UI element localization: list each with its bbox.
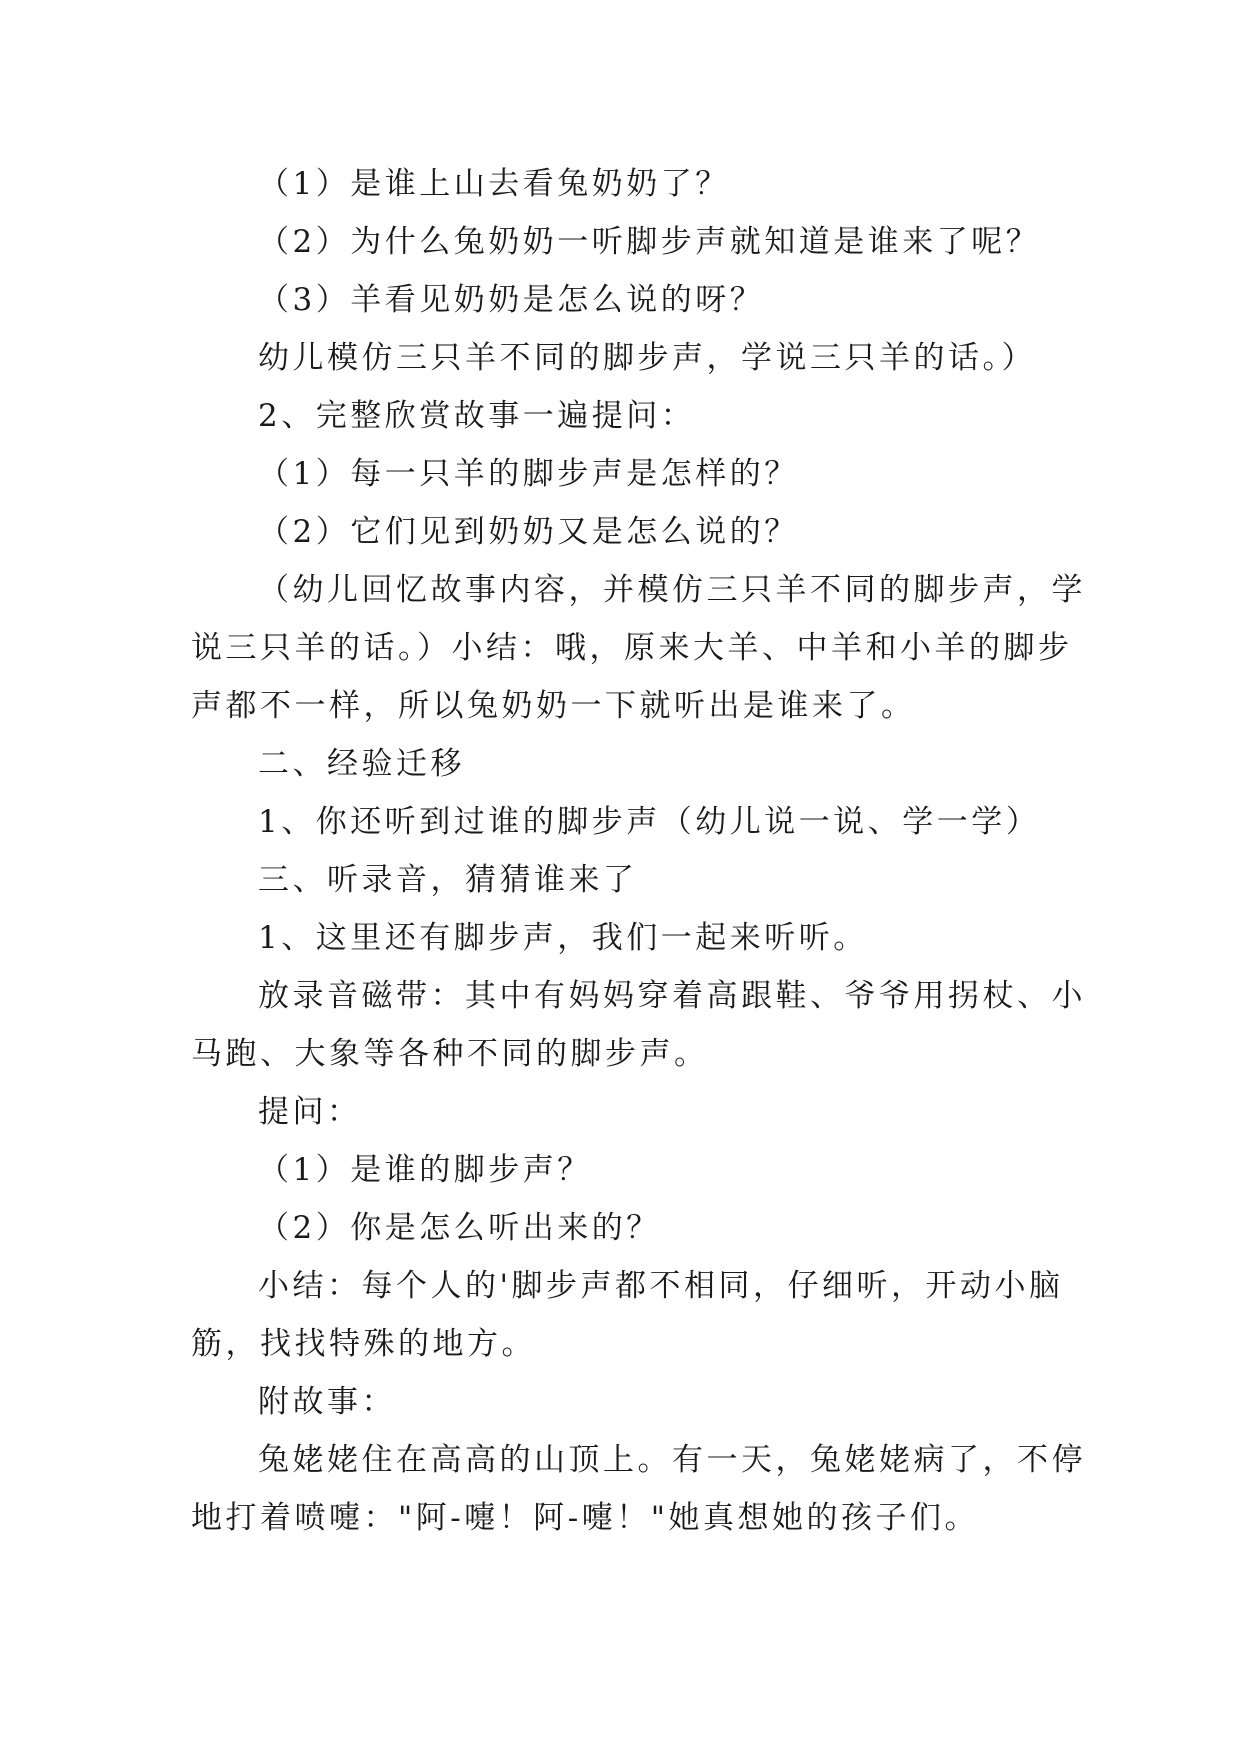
question-how-heard: （2）你是怎么听出来的？ [258,1210,661,1246]
question-why-knows: （2）为什么兔奶奶一听脚步声就知道是谁来了呢？ [258,224,1041,260]
question-who-visited: （1）是谁上山去看兔奶奶了？ [258,166,730,202]
item-heard-footsteps: 1、你还听到过谁的脚步声（幼儿说一说、学一学） [258,804,1041,840]
question-whose-footsteps: （1）是谁的脚步声？ [258,1152,592,1188]
question-footsteps: （1）每一只羊的脚步声是怎样的？ [258,456,799,492]
paragraph-recall-line3: 声都不一样，所以兔奶奶一下就听出是谁来了。 [191,688,916,724]
section-heading-transfer: 二、经验迁移 [258,746,465,782]
label-attached-story: 附故事： [258,1384,396,1420]
paragraph-recall-line1: （幼儿回忆故事内容，并模仿三只羊不同的脚步声，学 [258,572,1086,608]
question-greeting: （2）它们见到奶奶又是怎么说的？ [258,514,799,550]
paragraph-recall-line2: 说三只羊的话。）小结：哦，原来大羊、中羊和小羊的脚步 [191,630,1073,666]
question-what-said: （3）羊看见奶奶是怎么说的呀？ [258,282,765,318]
story-line1: 兔姥姥住在高高的山顶上。有一天，兔姥姥病了，不停 [258,1442,1086,1478]
paragraph-tape-line1: 放录音磁带：其中有妈妈穿着高跟鞋、爷爷用拐杖、小 [258,978,1086,1014]
label-questions: 提问： [258,1094,362,1130]
paragraph-imitate: 幼儿模仿三只羊不同的脚步声，学说三只羊的话。） [258,340,1036,376]
paragraph-tape-line2: 马跑、大象等各种不同的脚步声。 [191,1036,709,1072]
story-line2: 地打着喷嚏："阿-嚏！阿-嚏！"她真想她的孩子们。 [191,1500,979,1536]
section-heading-appreciate: 2、完整欣赏故事一遍提问： [258,398,696,434]
paragraph-summary-line1: 小结：每个人的'脚步声都不相同，仔细听，开动小脑 [258,1268,1064,1304]
section-heading-listen: 三、听录音，猜猜谁来了 [258,862,638,898]
item-listen-together: 1、这里还有脚步声，我们一起来听听。 [258,920,868,956]
paragraph-summary-line2: 筋，找找特殊的地方。 [191,1326,536,1362]
